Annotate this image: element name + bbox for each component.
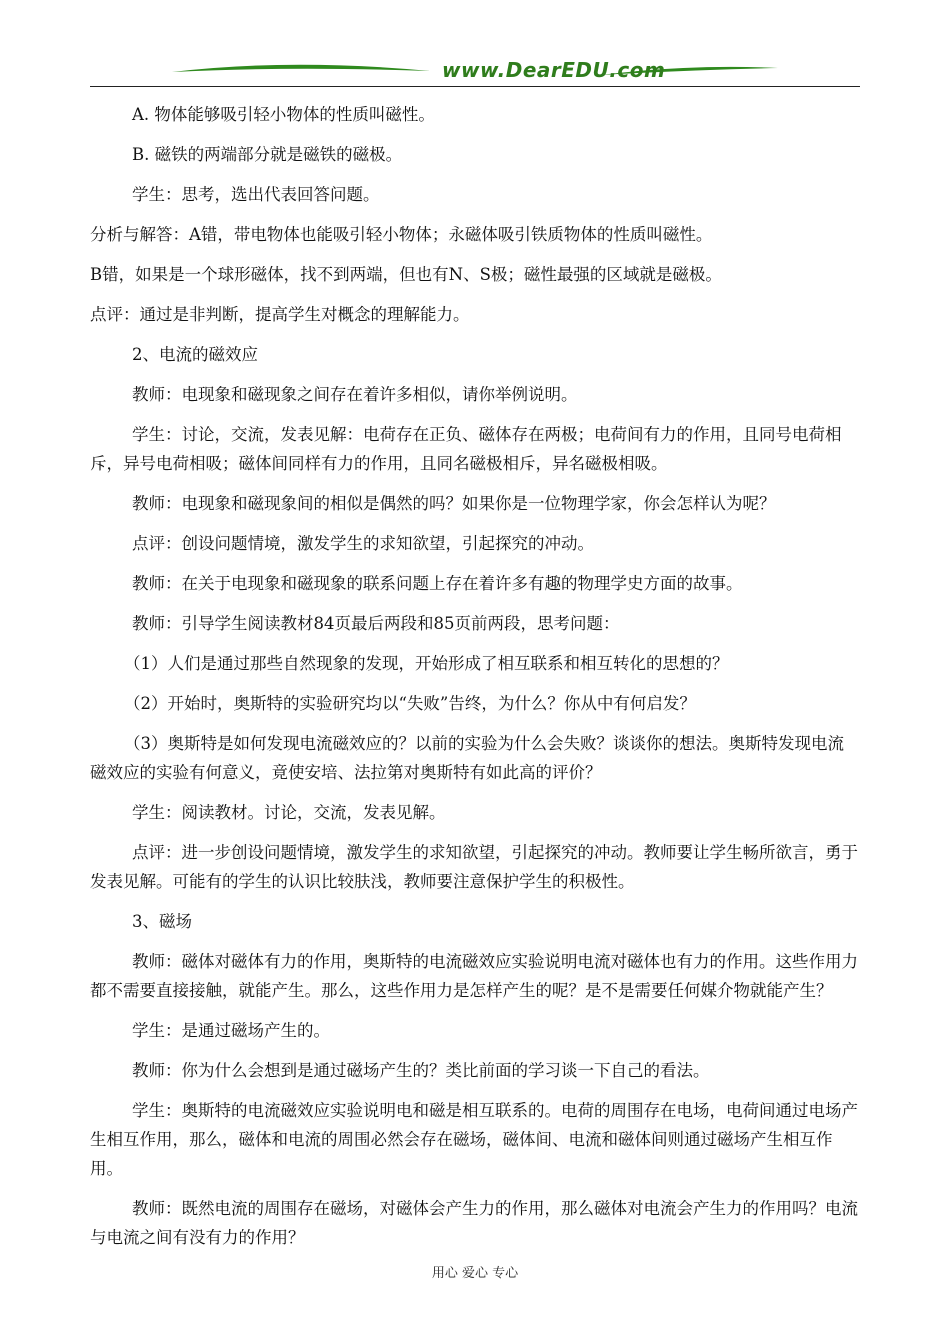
page-header [90, 56, 860, 92]
paragraph-student-read: 学生：阅读教材。讨论，交流，发表见解。 [132, 803, 446, 822]
section-heading-current-magnetic-effect: 2、电流的磁效应 [132, 345, 258, 364]
paragraph-student-discussion: 学生：讨论，交流，发表见解：电荷存在正负、磁体存在两极；电荷间有力的作用，且同号电荷相斥，异号电荷相吸；磁体间同样有力的作用，且同名磁极相斥，异名磁极相吸。 [90, 425, 842, 473]
paragraph-teacher-1: 教师：电现象和磁现象之间存在着许多相似，请你举例说明。 [132, 385, 578, 404]
paragraph-teacher-4: 教师：引导学生阅读教材84页最后两段和85页前两段，思考问题： [132, 614, 620, 633]
document-body [90, 100, 860, 1263]
paragraph-teacher-2: 教师：电现象和磁现象间的相似是偶然的吗？如果你是一位物理学家，你会怎样认为呢？ [132, 494, 776, 513]
paragraph-comment-1: 点评：通过是非判断，提高学生对概念的理解能力。 [90, 305, 470, 324]
paragraph-student-answer: 学生：是通过磁场产生的。 [132, 1021, 330, 1040]
paragraph-comment-2: 点评：创设问题情境，激发学生的求知欲望，引起探究的冲动。 [132, 534, 594, 553]
left-swoosh [172, 65, 430, 72]
paragraph-analysis: 分析与解答：A错，带电物体也能吸引轻小物体；永磁体吸引铁质物体的性质叫磁性。 [90, 225, 713, 244]
page-footer: 用心 爱心 专心 [431, 1266, 519, 1281]
paragraph-teacher-3: 教师：在关于电现象和磁现象的联系问题上存在着许多有趣的物理学史方面的故事。 [132, 574, 743, 593]
paragraph-analysis-b: B错，如果是一个球形磁体，找不到两端，但也有N、S极；磁性最强的区域就是磁极。 [90, 265, 722, 284]
site-logo-text: www.DearEDU.com [442, 58, 666, 82]
paragraph-student-think: 学生：思考，选出代表回答问题。 [132, 185, 380, 204]
header-rule [90, 86, 860, 87]
question-1: （1）人们是通过那些自然现象的发现，开始形成了相互联系和相互转化的思想的？ [124, 654, 729, 673]
question-3: （3）奥斯特是如何发现电流磁效应的？以前的实验为什么会失败？谈谈你的想法。奥斯特发现电流磁效应的实验有何意义，竟使安培、法拉第对奥斯特有如此高的评价？ [90, 734, 844, 782]
paragraph-teacher-7: 教师：既然电流的周围存在磁场，对磁体会产生力的作用，那么磁体对电流会产生力的作用吗？电流与电流之间有没有力的作用？ [90, 1199, 858, 1247]
question-2: （2）开始时，奥斯特的实验研究均以“失败”告终，为什么？你从中有何启发？ [124, 694, 696, 713]
paragraph-teacher-6: 教师：你为什么会想到是通过磁场产生的？类比前面的学习谈一下自己的看法。 [132, 1061, 710, 1080]
section-heading-magnetic-field: 3、磁场 [132, 912, 192, 931]
paragraph-option-a: A. 物体能够吸引轻小物体的性质叫磁性。 [132, 105, 435, 124]
paragraph-student-oersted: 学生：奥斯特的电流磁效应实验说明电和磁是相互联系的。电荷的周围存在电场，电荷间通过电场产生相互作用，那么，磁体和电流的周围必然会存在磁场，磁体间、电流和磁体间则通过磁场产生相互作用。 [90, 1101, 858, 1178]
paragraph-teacher-5: 教师：磁体对磁体有力的作用，奥斯特的电流磁效应实验说明电流对磁体也有力的作用。这些作用力都不需要直接接触，就能产生。那么，这些作用力是怎样产生的呢？是不是需要任何媒介物就能产生？ [90, 952, 858, 1000]
paragraph-option-b: B. 磁铁的两端部分就是磁铁的磁极。 [132, 145, 403, 164]
paragraph-comment-3: 点评：进一步创设问题情境，激发学生的求知欲望，引起探究的冲动。教师要让学生畅所欲言，勇于发表见解。可能有的学生的认识比较肤浅，教师要注意保护学生的积极性。 [90, 843, 858, 891]
